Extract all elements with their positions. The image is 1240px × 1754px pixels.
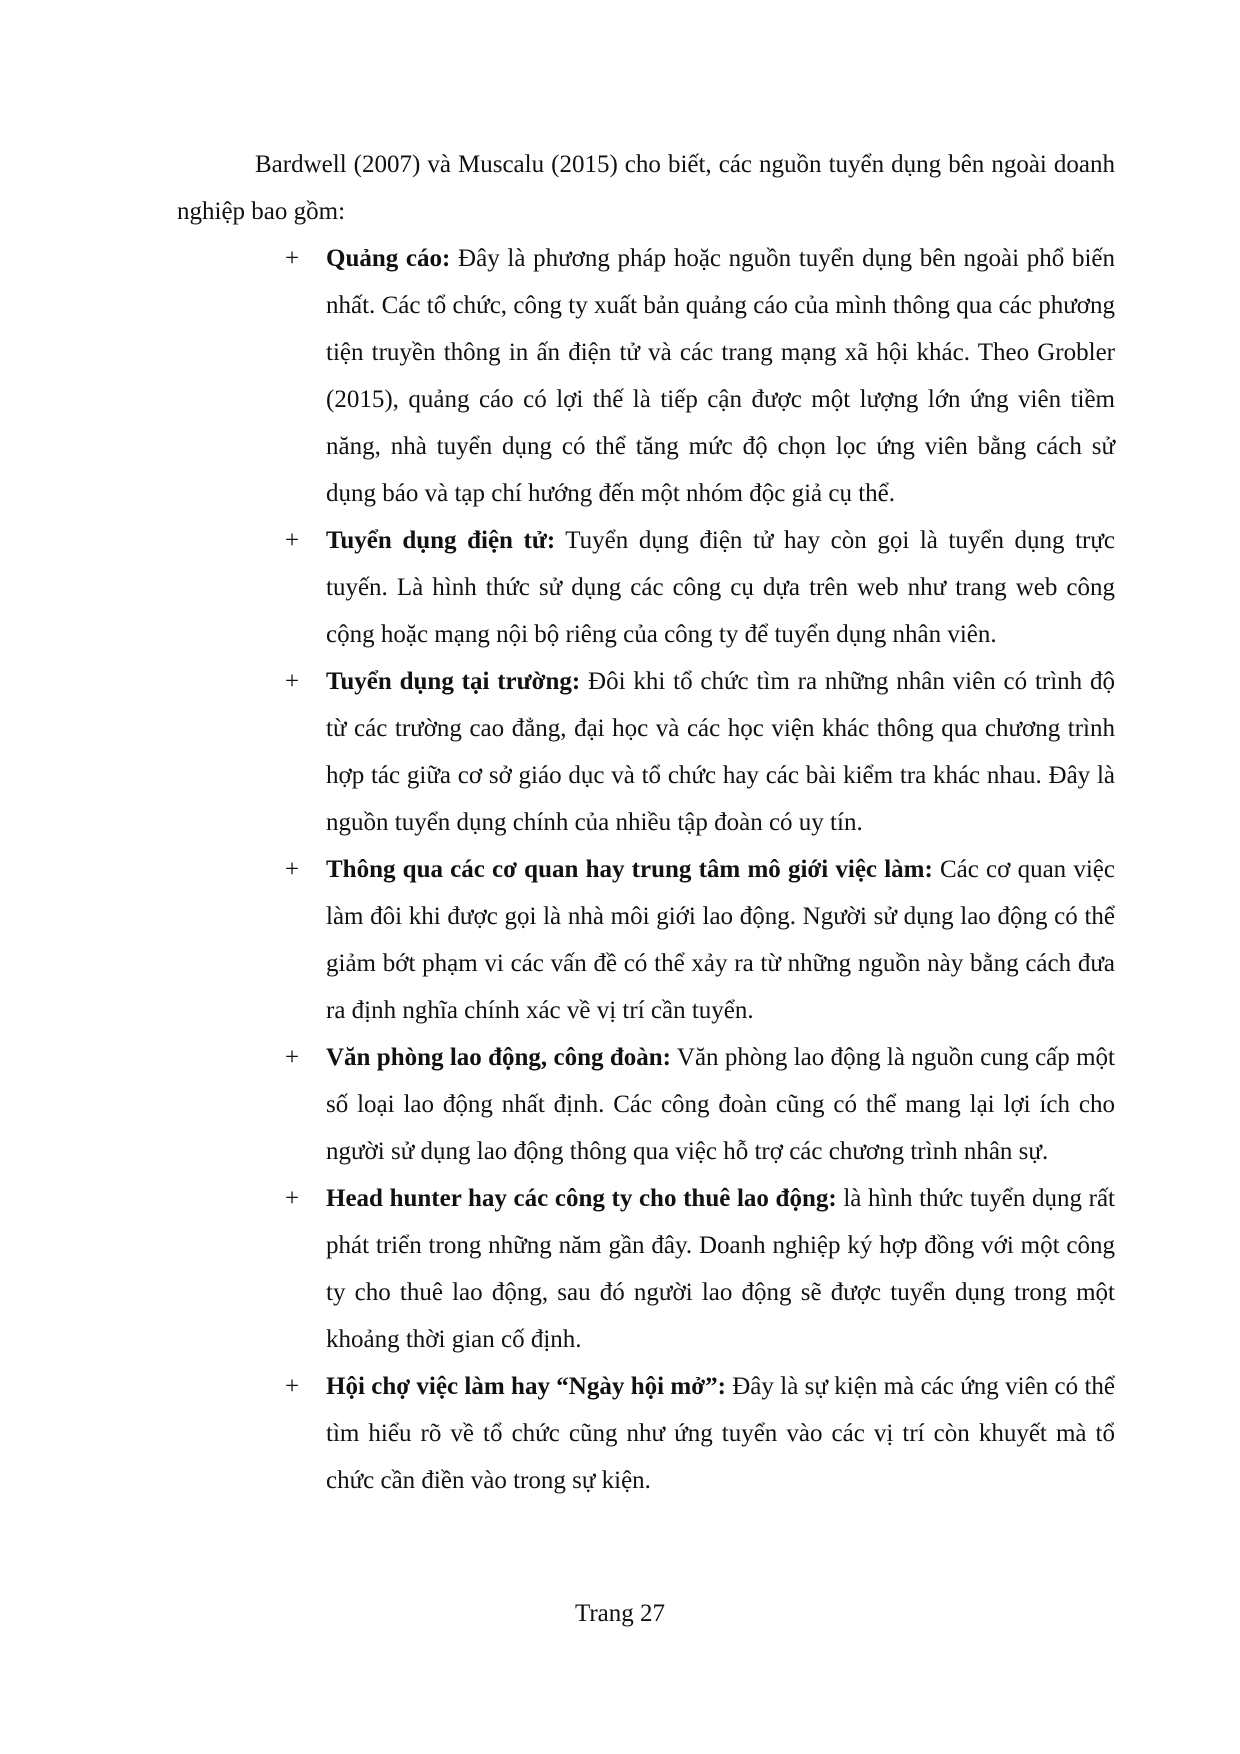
list-item <box>177 517 1115 658</box>
list-item-text <box>326 235 1115 517</box>
intro-paragraph: Bardwell (2007) và Muscalu (2015) cho biết, các nguồn tuyển dụng bên ngoài doanh nghiệp bao gồm: <box>177 151 1115 225</box>
list-item <box>177 658 1115 846</box>
body-text <box>177 141 1115 1504</box>
bullet-marker: + <box>285 856 300 883</box>
list-item-term: Quảng cáo: <box>326 245 451 272</box>
bullet-marker: + <box>285 245 300 272</box>
list-item-term: Văn phòng lao động, công đoàn: <box>326 1044 671 1071</box>
list-item <box>177 235 1115 517</box>
list-item-text <box>326 517 1115 658</box>
list-item-text <box>326 658 1115 846</box>
bullet-marker: + <box>285 1373 300 1400</box>
list-item-text <box>326 846 1115 1034</box>
list-item <box>177 1034 1115 1175</box>
list-item-description: là hình thức tuyển dụng rất phát triển trong những năm gần đây. Doanh nghiệp ký hợp đồng với một công ty cho thuê lao động, sau đó người lao động sẽ được tuyển dụng trong một khoảng thời gian cố định. <box>326 1185 1115 1353</box>
list-item <box>177 1363 1115 1504</box>
bullet-marker: + <box>285 1044 300 1071</box>
list-item-term: Thông qua các cơ quan hay trung tâm mô giới việc làm: <box>326 856 933 883</box>
list-item-text <box>326 1175 1115 1363</box>
list-item-term: Tuyển dụng điện tử: <box>326 527 556 554</box>
list-item-term: Tuyển dụng tại trường: <box>326 668 581 695</box>
bullet-marker: + <box>285 668 300 695</box>
list-item-text <box>326 1363 1115 1504</box>
list-item-term: Head hunter hay các công ty cho thuê lao động: <box>326 1185 837 1212</box>
list-item-description: Đây là sự kiện mà các ứng viên có thể tìm hiểu rõ về tổ chức cũng như ứng tuyển vào các vị trí còn khuyết mà tổ chức cần điền vào trong sự kiện. <box>326 1373 1115 1494</box>
list-item-description: Các cơ quan việc làm đôi khi được gọi là nhà môi giới lao động. Người sử dụng lao động có thể giảm bớt phạm vi các vấn đề có thể xảy ra từ những nguồn này bằng cách đưa ra định nghĩa chính xác về vị trí cần tuyển. <box>326 856 1115 1024</box>
recruitment-source-list <box>177 235 1115 1504</box>
list-item-description: Đây là phương pháp hoặc nguồn tuyển dụng bên ngoài phổ biến nhất. Các tổ chức, công ty xuất bản quảng cáo của mình thông qua các phương tiện truyền thông in ấn điện tử và các trang mạng xã hội khác. Theo Grobler (2015), quảng cáo có lợi thế là tiếp cận được một lượng lớn ứng viên tiềm năng, nhà tuyển dụng có thể tăng mức độ chọn lọc ứng viên bằng cách sử dụng báo và tạp chí hướng đến một nhóm độc giả cụ thể. <box>326 245 1115 507</box>
list-item-text <box>326 1034 1115 1175</box>
bullet-marker: + <box>285 527 300 554</box>
list-item-description: Văn phòng lao động là nguồn cung cấp một số loại lao động nhất định. Các công đoàn cũng có thể mang lại lợi ích cho người sử dụng lao động thông qua việc hỗ trợ các chương trình nhân sự. <box>326 1044 1115 1165</box>
list-item <box>177 1175 1115 1363</box>
bullet-marker: + <box>285 1185 300 1212</box>
list-item-description: Tuyển dụng điện tử hay còn gọi là tuyển dụng trực tuyến. Là hình thức sử dụng các công cụ dựa trên web như trang web công cộng hoặc mạng nội bộ riêng của công ty để tuyển dụng nhân viên. <box>326 527 1115 648</box>
list-item-description: Đôi khi tổ chức tìm ra những nhân viên có trình độ từ các trường cao đẳng, đại học và các học viện khác thông qua chương trình hợp tác giữa cơ sở giáo dục và tổ chức hay các bài kiểm tra khác nhau. Đây là nguồn tuyển dụng chính của nhiều tập đoàn có uy tín. <box>326 668 1115 836</box>
list-item <box>177 846 1115 1034</box>
page-number: Trang 27 <box>574 1600 666 1627</box>
list-item-term: Hội chợ việc làm hay “Ngày hội mở”: <box>326 1373 726 1400</box>
